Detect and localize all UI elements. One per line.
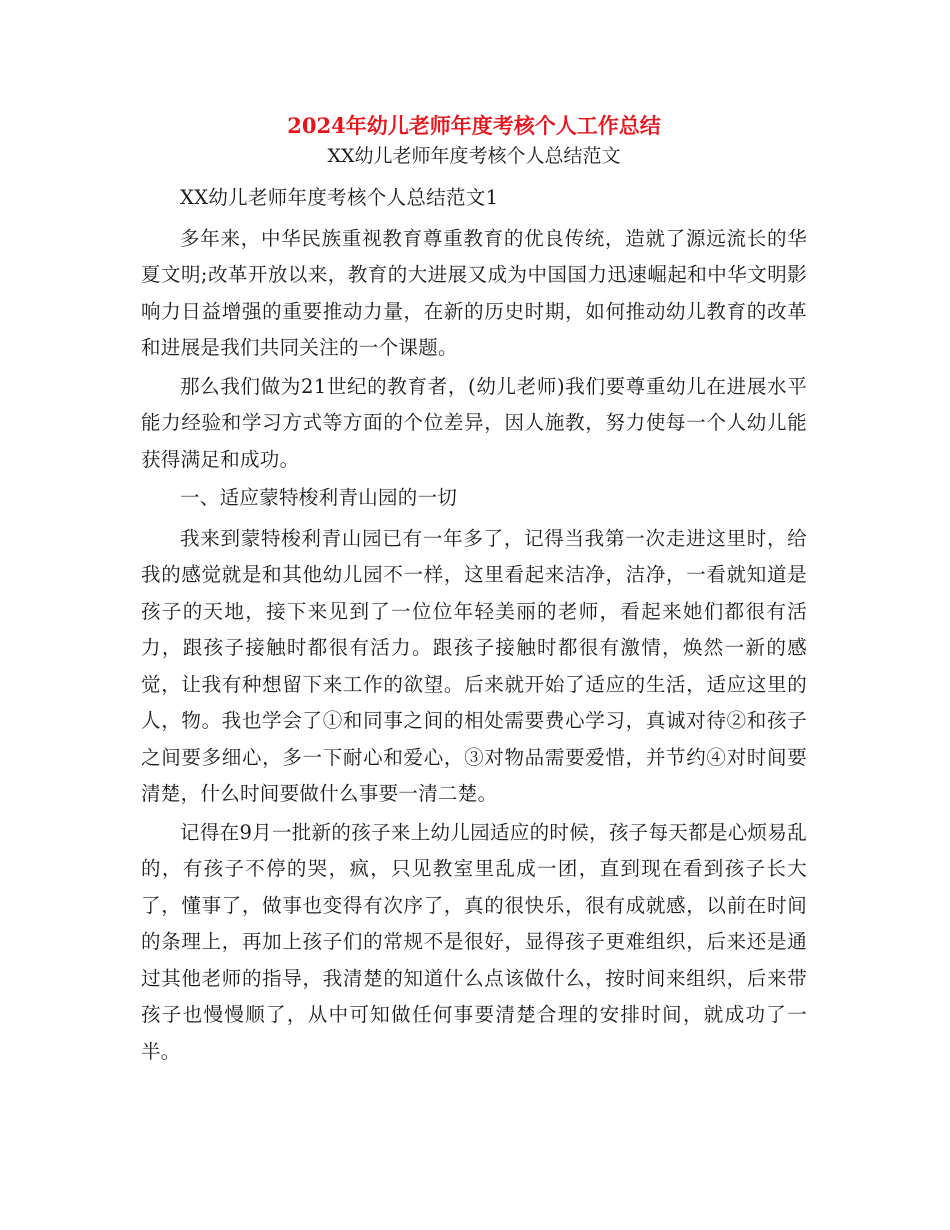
paragraph-4: 记得在9月一批新的孩子来上幼儿园适应的时候，孩子每天都是心烦易乱的，有孩子不停的哭，疯，只见教室里乱成一团，直到现在看到孩子长大了，懂事了，做事也变得有次序了，真的很快乐，很有成就感，以前在时间的条理上，再加上孩子们的常规不是很好，显得孩子更难组织，后来还是通过其他老师的指导，我清楚的知道什么点该做什么，按时间来组织，后来带孩子也慢慢顺了，从中可知做任何事要清楚合理的安排时间，就成功了一半。 [141,820,807,1063]
section-heading-1: 一、适应蒙特梭利青山园的一切 [180,486,458,509]
section-heading-intro: XX幼儿老师年度考核个人总结范文1 [180,186,499,209]
paragraph-1: 多年来，中华民族重视教育尊重教育的优良传统，造就了源远流长的华夏文明;改革开放以来，教育的大进展又成为中国国力迅速崛起和中华文明影响力日益增强的重要推动力量，在新的历史时期，如何推动幼儿教育的改革和进展是我们共同关注的一个课题。 [141,226,807,359]
document-title: 2024年幼儿老师年度考核个人工作总结 [287,113,661,138]
paragraph-2: 那么我们做为21世纪的教育者，(幼儿老师)我们要尊重幼儿在进展水平能力经验和学习方式等方面的个位差异，因人施教，努力使每一个人幼儿能获得满足和成功。 [141,374,807,471]
paragraph-3: 我来到蒙特梭利青山园已有一年多了，记得当我第一次走进这里时，给我的感觉就是和其他幼儿园不一样，这里看起来洁净，洁净，一看就知道是孩子的天地，接下来见到了一位位年轻美丽的老师，看起来她们都很有活力，跟孩子接触时都很有活力。跟孩子接触时都很有激情，焕然一新的感觉，让我有种想留下来工作的欲望。后来就开始了适应的生活，适应这里的人，物。我也学会了①和同事之间的相处需要费心学习，真诚对待②和孩子之间要多细心，多一下耐心和爱心，③对物品需要爱惜，并节约④对时间要清楚，什么时间要做什么事要一清二楚。 [141,526,807,805]
document-content [141,110,807,1072]
document-subtitle: XX幼儿老师年度考核个人总结范文 [327,145,621,167]
